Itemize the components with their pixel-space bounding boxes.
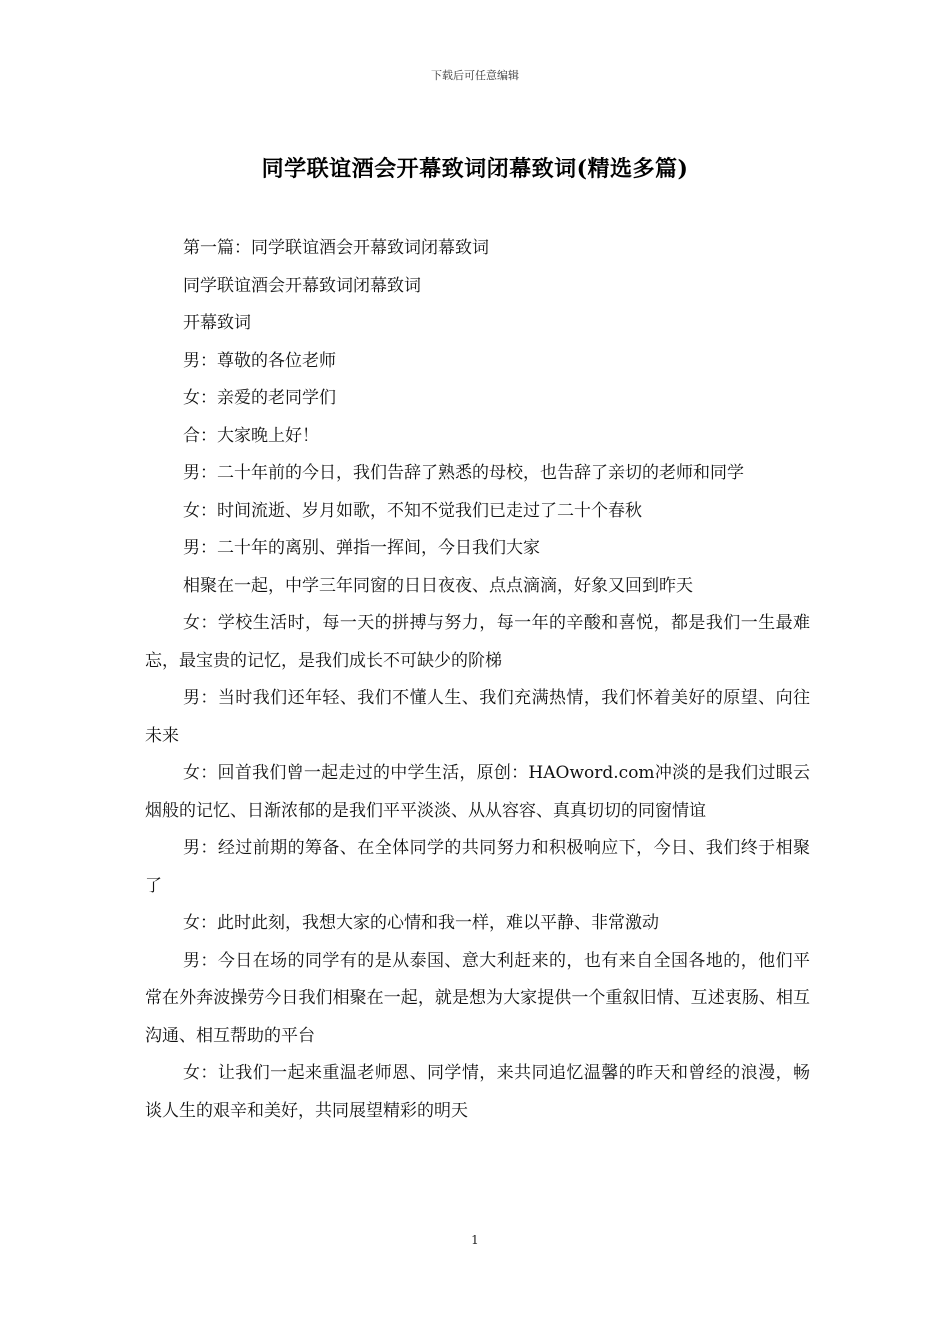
paragraph: 男：经过前期的筹备、在全体同学的共同努力和积极响应下，今日、我们终于相聚了 [145, 838, 810, 896]
paragraph: 相聚在一起，中学三年同窗的日日夜夜、点点滴滴，好象又回到昨天 [183, 575, 693, 596]
paragraph: 女：让我们一起来重温老师恩、同学情，来共同追忆温馨的昨天和曾经的浪漫，畅谈人生的艰辛和美好，共同展望精彩的明天 [145, 1063, 810, 1121]
paragraph: 男：今日在场的同学有的是从泰国、意大利赶来的，也有来自全国各地的，他们平常在外奔波操劳今日我们相聚在一起，就是想为大家提供一个重叙旧情、互述衷肠、相互沟通、相互帮助的平台 [145, 950, 810, 1046]
paragraph: 女：此时此刻，我想大家的心情和我一样，难以平静、非常激动 [183, 913, 659, 933]
header-note: 下载后可任意编辑 [431, 69, 519, 82]
paragraph: 同学联谊酒会开幕致词闭幕致词 [183, 275, 421, 296]
paragraph: 女：时间流逝、岁月如歌，不知不觉我们已走过了二十个春秋 [183, 500, 642, 521]
paragraph: 女：回首我们曾一起走过的中学生活，原创：HAOword.com冲淡的是我们过眼云烟般的记忆、日渐浓郁的是我们平平淡淡、从从容容、真真切切的同窗情谊 [145, 763, 810, 821]
paragraph: 男：二十年前的今日，我们告辞了熟悉的母校，也告辞了亲切的老师和同学 [183, 463, 744, 483]
document-body [145, 230, 810, 1130]
paragraph: 女：亲爱的老同学们 [183, 388, 336, 408]
paragraph: 男：二十年的离别、弹指一挥间，今日我们大家 [183, 538, 540, 558]
paragraph: 男：当时我们还年轻、我们不懂人生、我们充满热情，我们怀着美好的原望、向往未来 [145, 688, 810, 746]
paragraph: 开幕致词 [183, 313, 251, 333]
paragraph: 男：尊敬的各位老师 [183, 350, 336, 371]
document-title: 同学联谊酒会开幕致词闭幕致词(精选多篇) [261, 156, 689, 182]
paragraph: 合：大家晚上好！ [183, 425, 319, 446]
page-number: 1 [471, 1233, 479, 1247]
paragraph: 第一篇：同学联谊酒会开幕致词闭幕致词 [183, 238, 489, 258]
paragraph: 女：学校生活时，每一天的拼搏与努力，每一年的辛酸和喜悦，都是我们一生最难忘，最宝贵的记忆，是我们成长不可缺少的阶梯 [145, 613, 810, 671]
